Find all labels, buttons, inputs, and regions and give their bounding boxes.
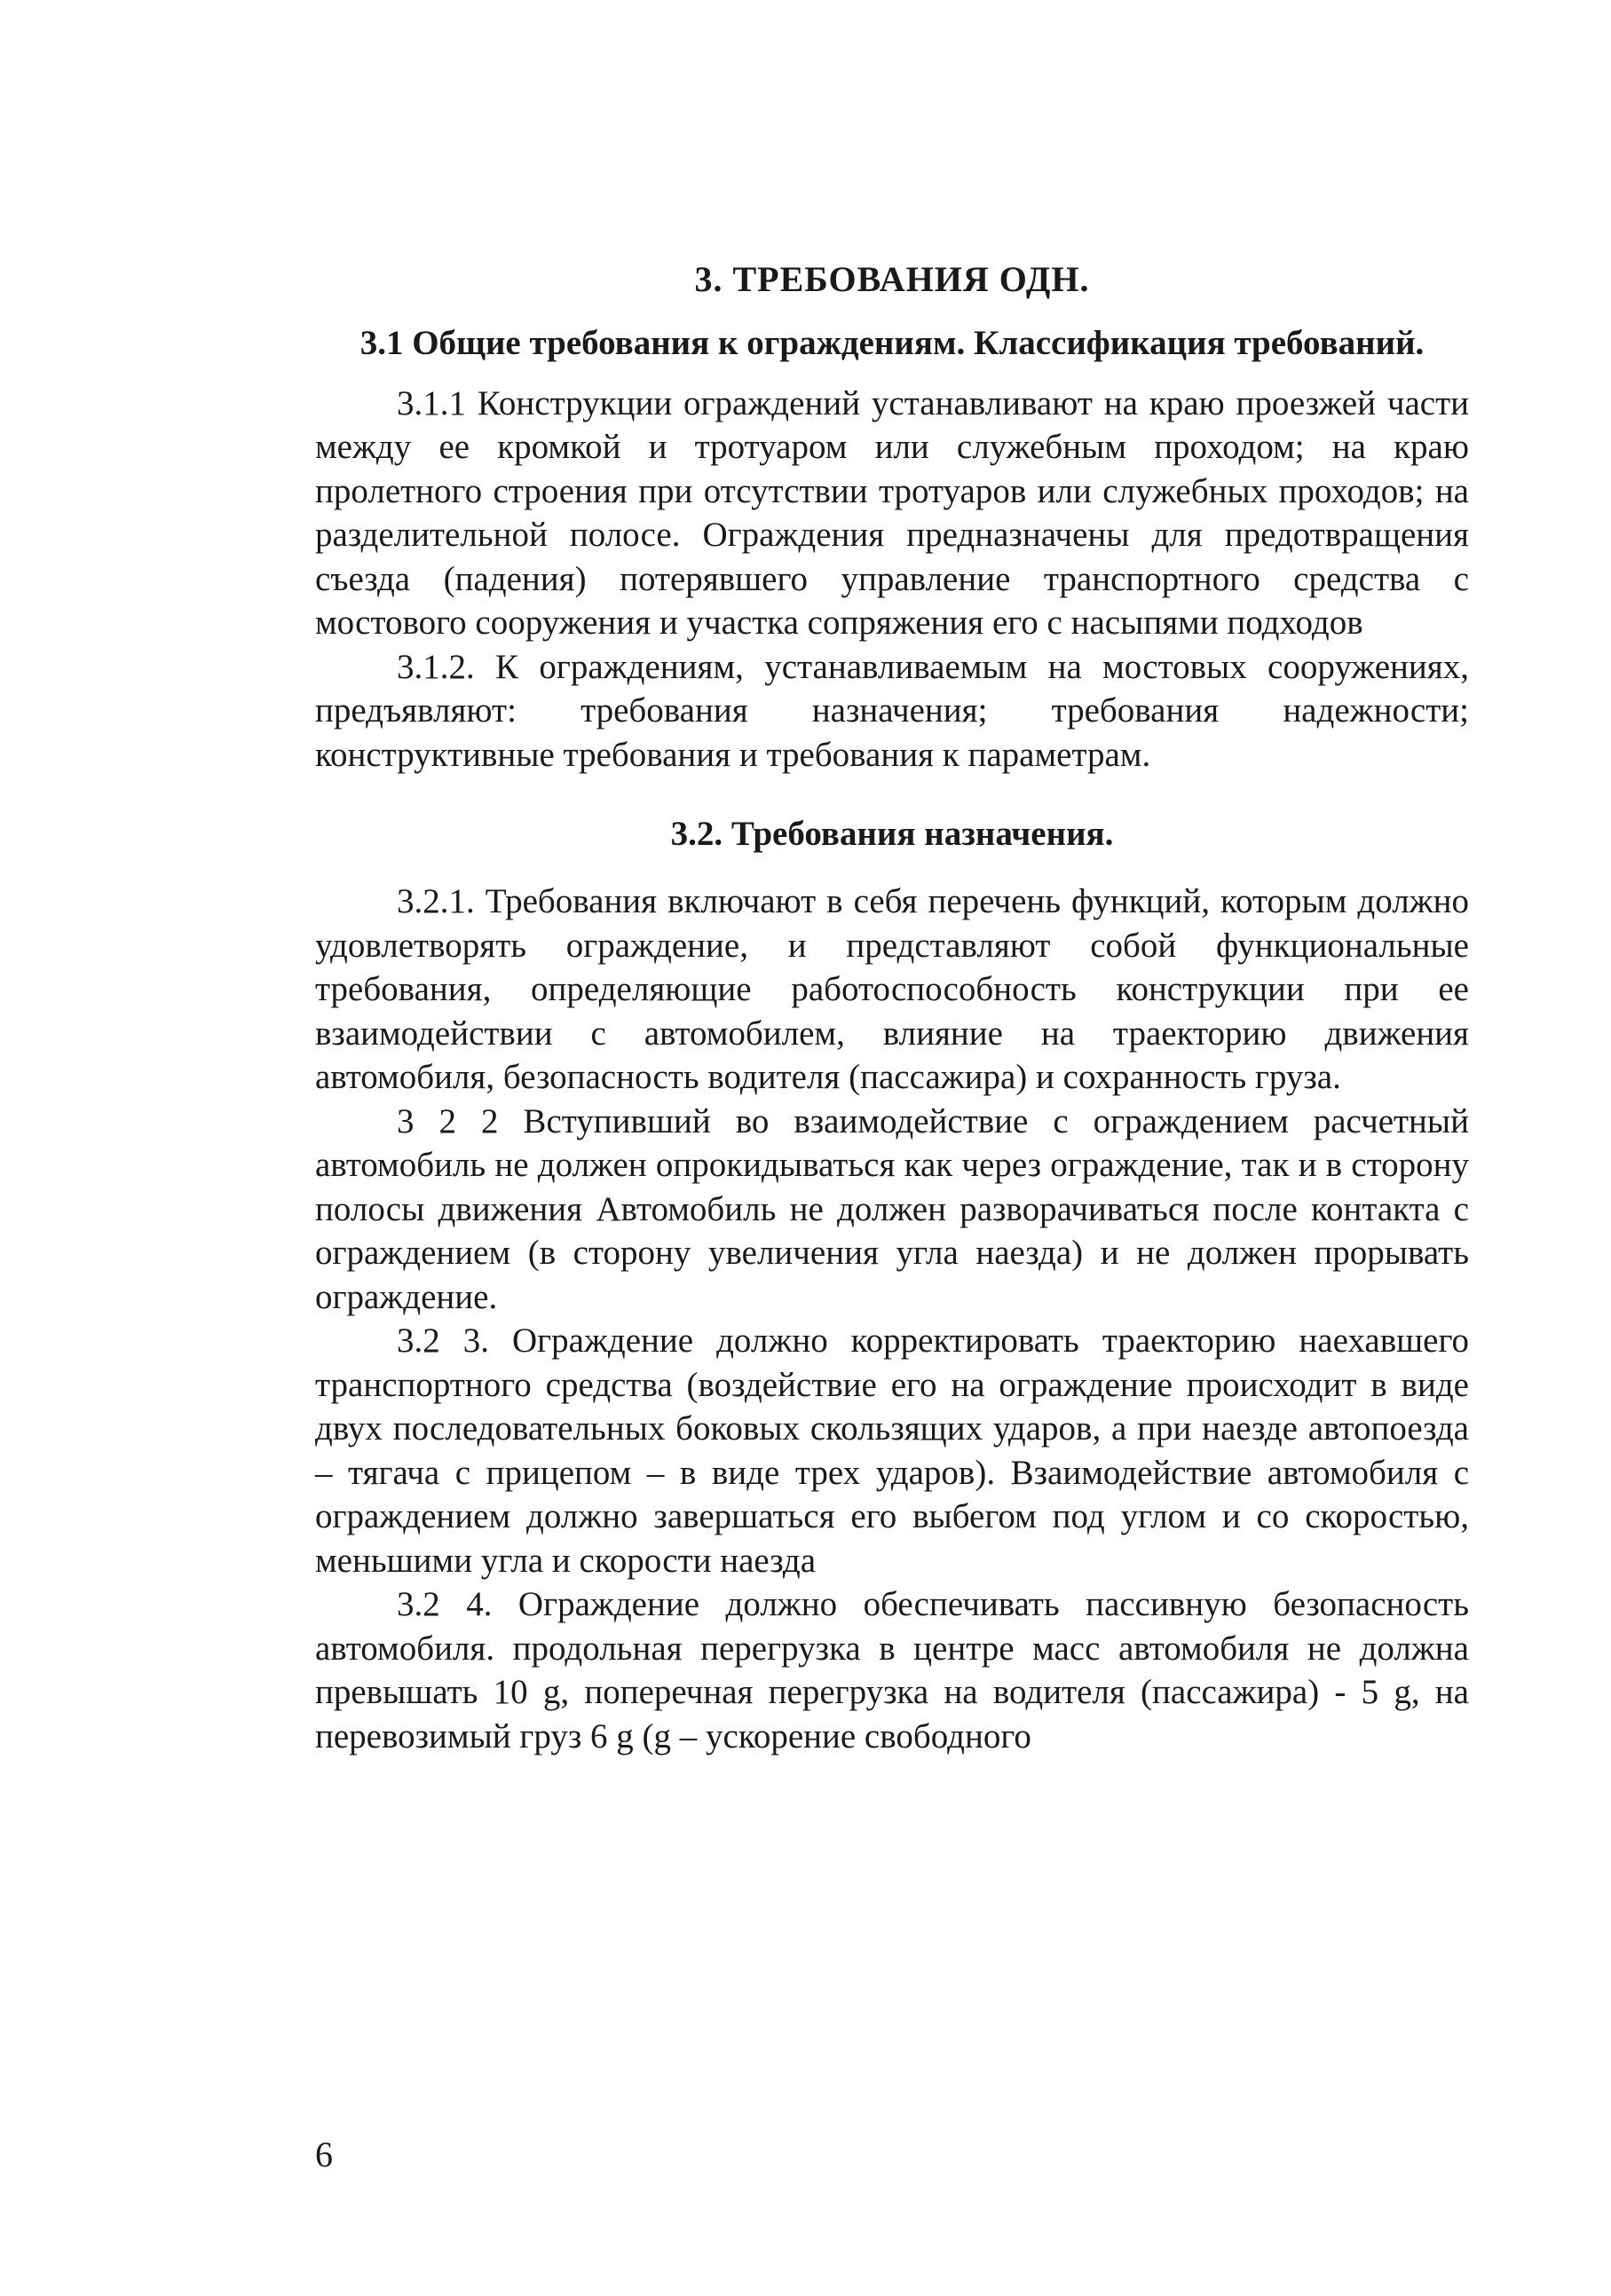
paragraph-3-1-1: 3.1.1 Конструкции ограждений устанавливают на краю проезжей части между ее кромкой и тротуаром или служебным проходом; на краю пролетного строения при отсутствии тротуаров или служебных проходов; на разделительной полосе. Ограждения предназначены для предотвращения съезда (падения) потерявшего управление транспортного средства с мостового сооружения и участка сопряжения его с насыпями подходов — [315, 383, 1469, 643]
page-number: 6 — [315, 2134, 333, 2174]
paragraph-3-2-2: 3 2 2 Вступивший во взаимодействие с ограждением расчетный автомобиль не должен опрокидываться как через ограждение, так и в сторону полосы движения Автомобиль не должен разворачиваться после контакта с ограждением (в сторону увеличения угла наезда) и не должен прорывать ограждение. — [315, 1101, 1469, 1316]
paragraph-3-2-4: 3.2 4. Ограждение должно обеспечивать пассивную безопасность автомобиля. продольная перегрузка в центре масс автомобиля не должна превышать 10 g, поперечная перегрузка на водителя (пассажира) - 5 g, на перевозимый груз 6 g (g – ускорение свободного — [315, 1585, 1469, 1756]
section-title-3-1: 3.1 Общие требования к ограждениям. Классификация требований. — [359, 324, 1425, 362]
chapter-title: 3. ТРЕБОВАНИЯ ОДН. — [694, 259, 1090, 299]
paragraph-3-2-1: 3.2.1. Требования включают в себя перечень функций, которым должно удовлетворять ограждение, и представляют собой функциональные требования, определяющие работоспособность конструкции при ее взаимодействии с автомобилем, влияние на траекторию движения автомобиля, безопасность водителя (пассажира) и сохранность груза. — [315, 882, 1469, 1097]
document-page — [315, 257, 1469, 1758]
paragraph-3-2-3: 3.2 3. Ограждение должно корректировать траекторию наехавшего транспортного средства (воздействие его на ограждение происходит в виде двух последовательных боковых скользящих ударов, а при наезде автопоезда – тягача с прицепом – в виде трех ударов). Взаимодействие автомобиля с ограждением должно завершаться его выбегом под углом и со скоростью, меньшими угла и скорости наезда — [315, 1322, 1469, 1580]
section-title-3-2: 3.2. Требования назначения. — [670, 815, 1114, 854]
paragraph-3-1-2: 3.1.2. К ограждениям, устанавливаемым на мостовых сооружениях, предъявляют: требования назначения; требования надежности; конструктивные требования и требования к параметрам. — [315, 647, 1469, 774]
